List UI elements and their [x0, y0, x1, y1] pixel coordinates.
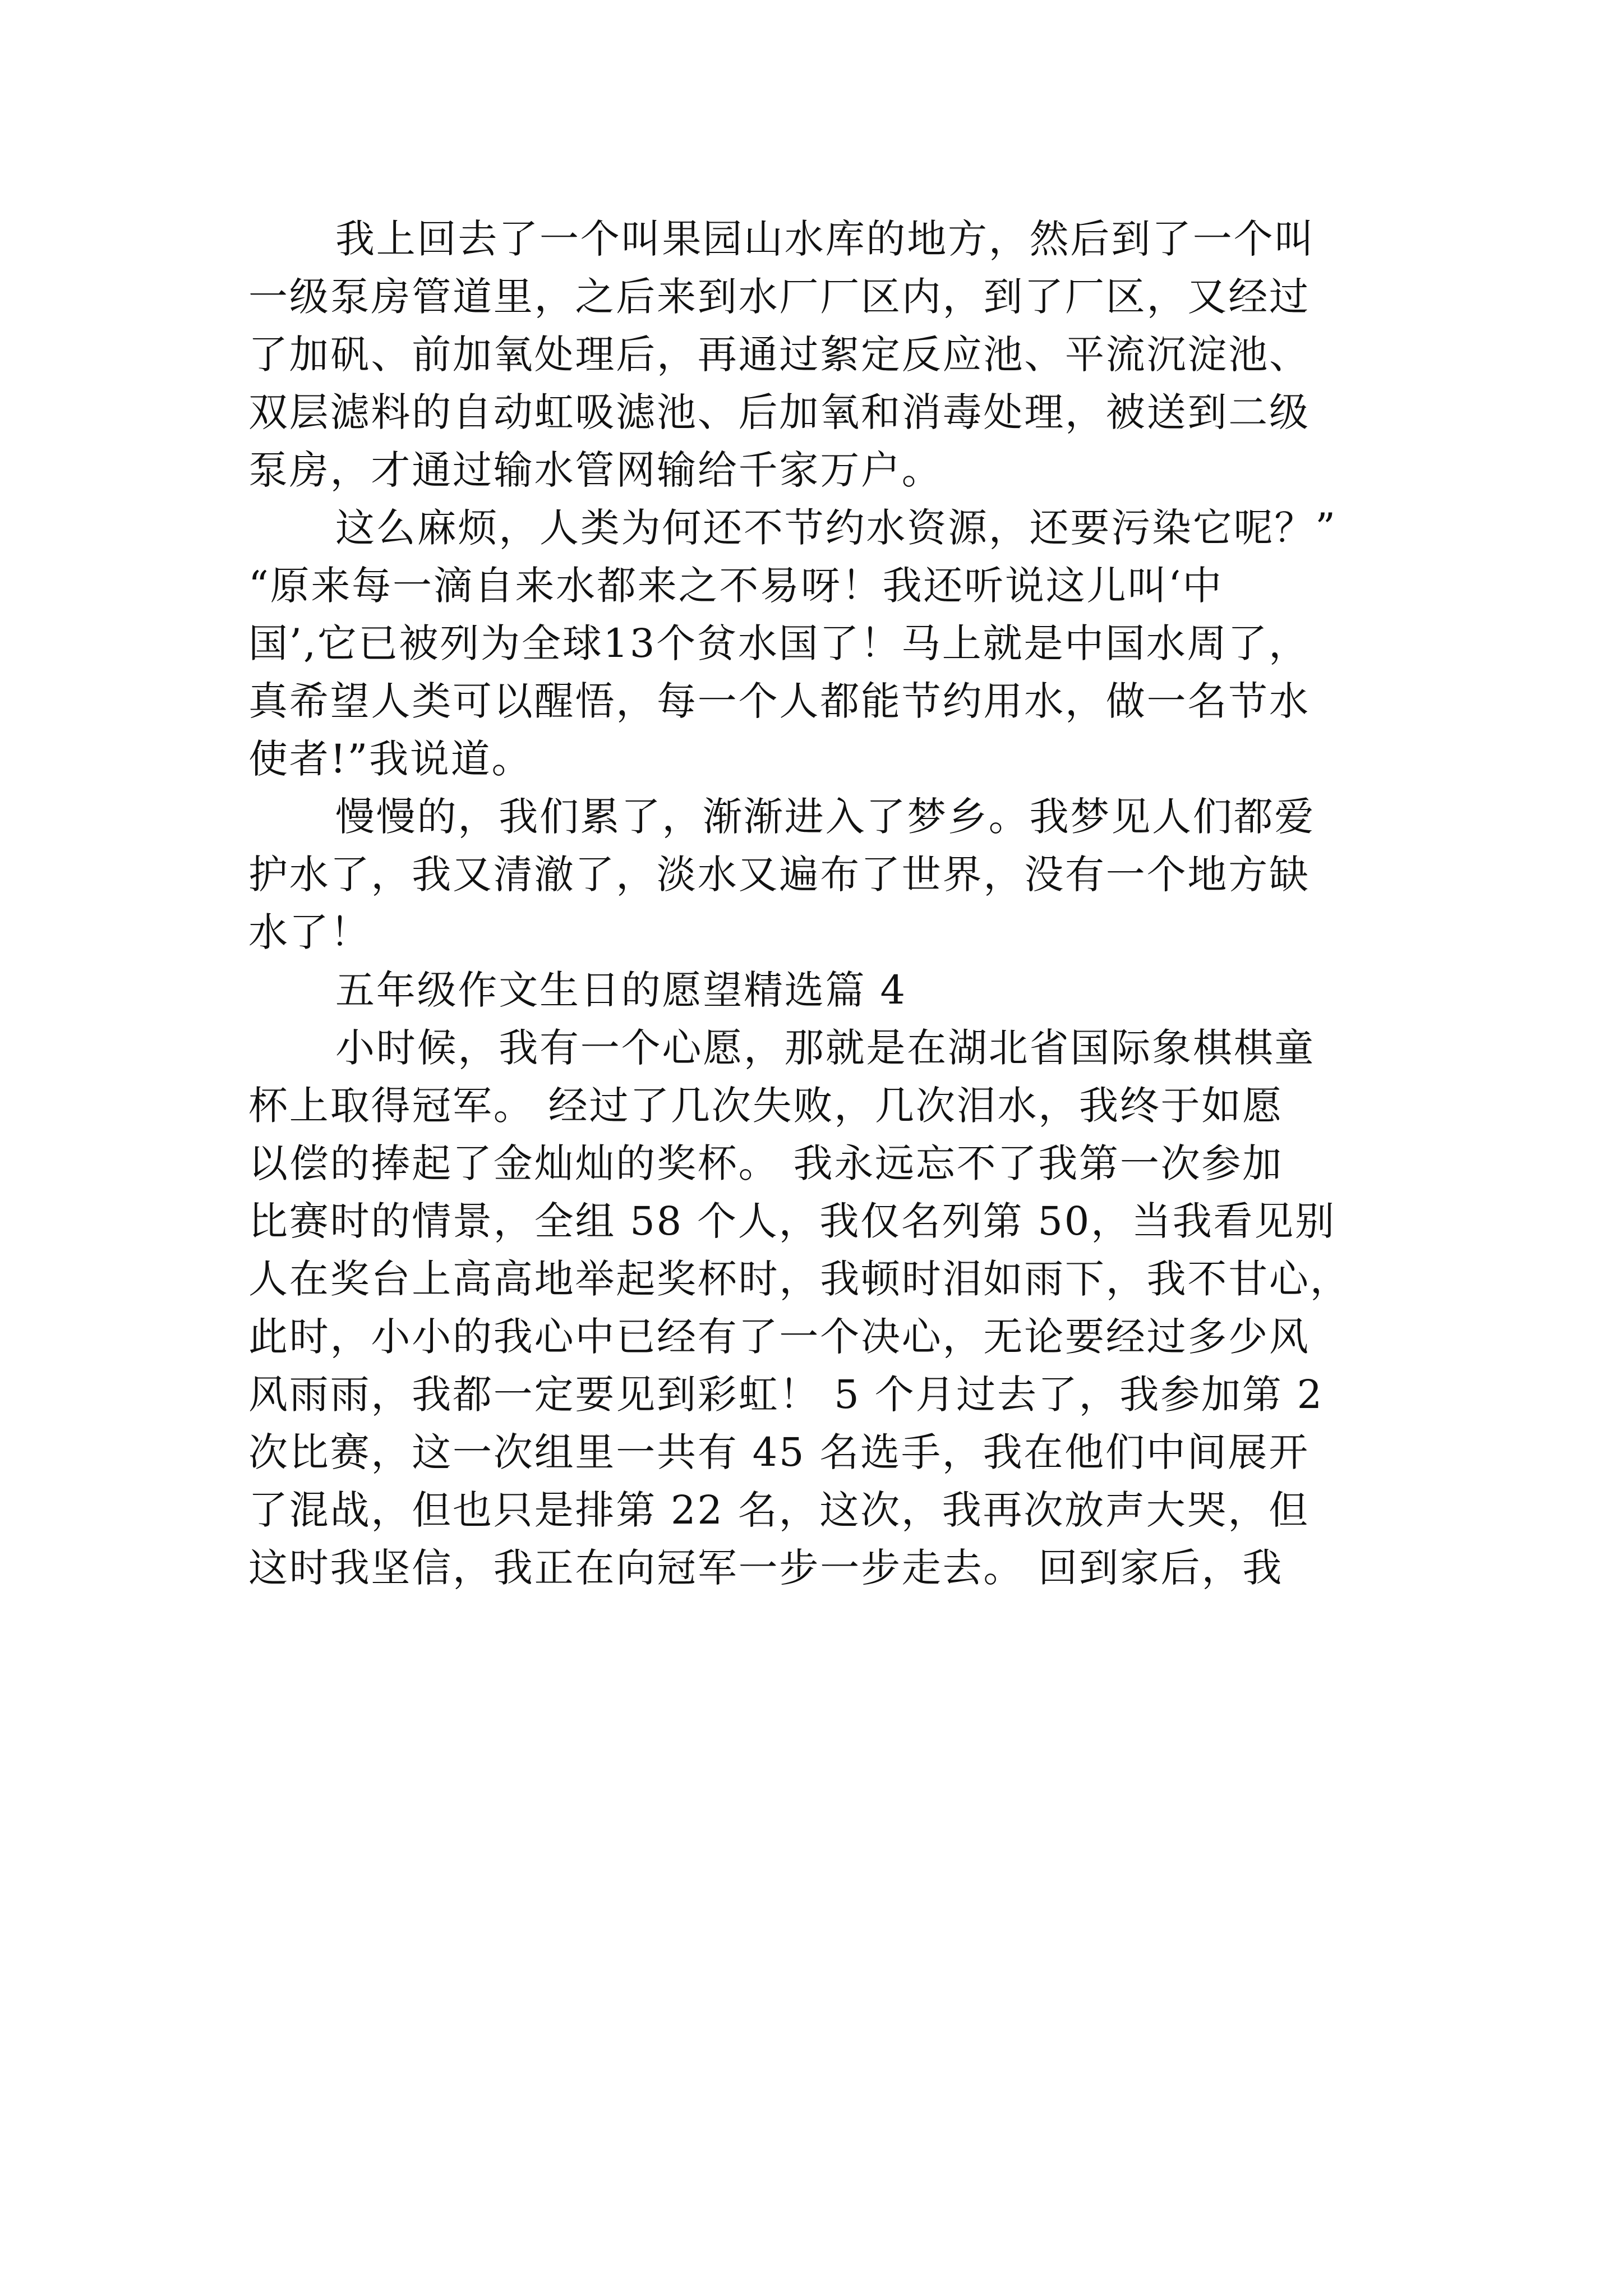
document-body — [248, 210, 1432, 1597]
paragraph-line: 使者!”我说道。 — [248, 736, 533, 782]
paragraph-line: 了混战，但也只是排第 22 名，这次，我再次放声大哭，但 — [248, 1487, 1310, 1533]
paragraph-line: 比赛时的情景，全组 58 个人，我仅名列第 50，当我看见别 — [248, 1198, 1336, 1244]
paragraph-line: 一级泵房管道里，之后来到水厂厂区内，到了厂区，又经过 — [248, 274, 1310, 320]
paragraph-line: 杯上取得冠军。 经过了几次失败，几次泪水，我终于如愿 — [248, 1083, 1284, 1129]
paragraph-line: 了加矾、前加氧处理后，再通过絮定反应池、平流沉淀池、 — [248, 332, 1310, 378]
paragraph-line: 慢慢的，我们累了，渐渐进入了梦乡。我梦见人们都爱 — [335, 794, 1316, 840]
paragraph-line: 小时候，我有一个心愿，那就是在湖北省国际象棋棋童 — [335, 1025, 1316, 1071]
paragraph-line: 这么麻烦，人类为何还不节约水资源，还要污染它呢？” — [335, 505, 1337, 551]
paragraph-line: 真希望人类可以醒悟，每一个人都能节约用水，做一名节水 — [248, 678, 1310, 724]
paragraph-line: 以偿的捧起了金灿灿的奖杯。 我永远忘不了我第一次参加 — [248, 1140, 1284, 1186]
paragraph-line: 我上回去了一个叫果园山水库的地方，然后到了一个叫 — [335, 216, 1316, 262]
paragraph-line: 双层滤料的自动虹吸滤池、后加氧和消毒处理，被送到二级 — [248, 389, 1310, 435]
paragraph-line: 次比赛，这一次组里一共有 45 名选手，我在他们中间展开 — [248, 1429, 1310, 1475]
paragraph-line: 此时，小小的我心中已经有了一个决心，无论要经过多少风 — [248, 1314, 1310, 1360]
paragraph-line: 这时我坚信，我正在向冠军一步一步走去。 回到家后，我 — [248, 1545, 1284, 1591]
paragraph-line: 人在奖台上高高地举起奖杯时，我顿时泪如雨下，我不甘心， — [248, 1256, 1351, 1302]
paragraph-line: 水了！ — [248, 909, 371, 955]
paragraph-line: 风雨雨，我都一定要见到彩虹！ 5 个月过去了，我参加第 2 — [248, 1372, 1324, 1418]
paragraph-line: “原来每一滴自来水都来之不易呀！我还听说这儿叫‘中 — [248, 563, 1224, 609]
paragraph-line: 护水了，我又清澈了，淡水又遍布了世界，没有一个地方缺 — [248, 852, 1310, 898]
section-heading: 五年级作文生日的愿望精选篇 4 — [335, 967, 907, 1013]
paragraph-line: 国’,它已被列为全球13个贫水国了！马上就是中国水周了， — [248, 620, 1310, 666]
paragraph-line: 泵房，才通过输水管网输给千家万户。 — [248, 447, 943, 493]
